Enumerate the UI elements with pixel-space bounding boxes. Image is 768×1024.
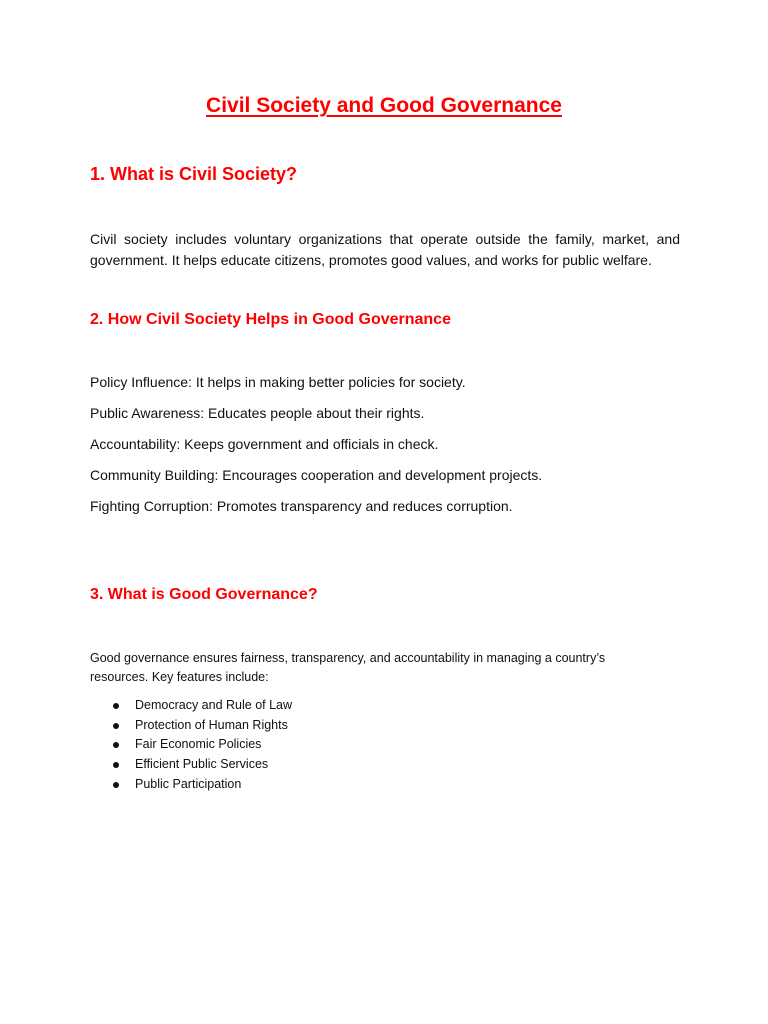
bullet-icon	[113, 723, 119, 729]
list-item	[113, 775, 292, 795]
bullet-label: Protection of Human Rights	[135, 717, 288, 732]
bullet-icon	[113, 742, 119, 748]
bullet-icon	[113, 703, 119, 709]
bullet-icon	[113, 782, 119, 788]
bullet-label: Fair Economic Policies	[135, 737, 262, 752]
list-item: Policy Influence: It helps in making better policies for society.	[90, 374, 466, 390]
document-title: Civil Society and Good Governance	[206, 94, 562, 117]
section-heading-good-governance: 3. What is Good Governance?	[90, 586, 318, 603]
bullet-label: Democracy and Rule of Law	[135, 698, 293, 712]
civil-society-paragraph: Civil society includes voluntary organizations that operate outside the family, market, and government. It helps educate citizens, promotes good values, and works for public welfare.	[90, 231, 680, 268]
bullet-label: Efficient Public Services	[135, 757, 269, 772]
bullet-icon	[113, 762, 119, 768]
list-item: Public Awareness: Educates people about their rights.	[90, 405, 425, 421]
civil-society-roles-list	[90, 372, 542, 527]
list-item	[113, 696, 292, 716]
bullet-label: Public Participation	[135, 776, 242, 791]
good-governance-paragraph: Good governance ensures fairness, transparency, and accountability in managing a country’s resources. Key features include:	[90, 651, 606, 684]
list-item	[113, 716, 292, 736]
key-features-list	[113, 696, 292, 794]
list-item	[113, 735, 292, 755]
list-item: Community Building: Encourages cooperation and development projects.	[90, 467, 543, 483]
list-item: Fighting Corruption: Promotes transparency and reduces corruption.	[90, 498, 513, 514]
section-heading-how-civil-society-helps: 2. How Civil Society Helps in Good Governance	[90, 311, 451, 328]
list-item: Accountability: Keeps government and officials in check.	[90, 436, 439, 452]
list-item	[113, 755, 292, 775]
section-heading-civil-society: 1. What is Civil Society?	[90, 164, 298, 184]
